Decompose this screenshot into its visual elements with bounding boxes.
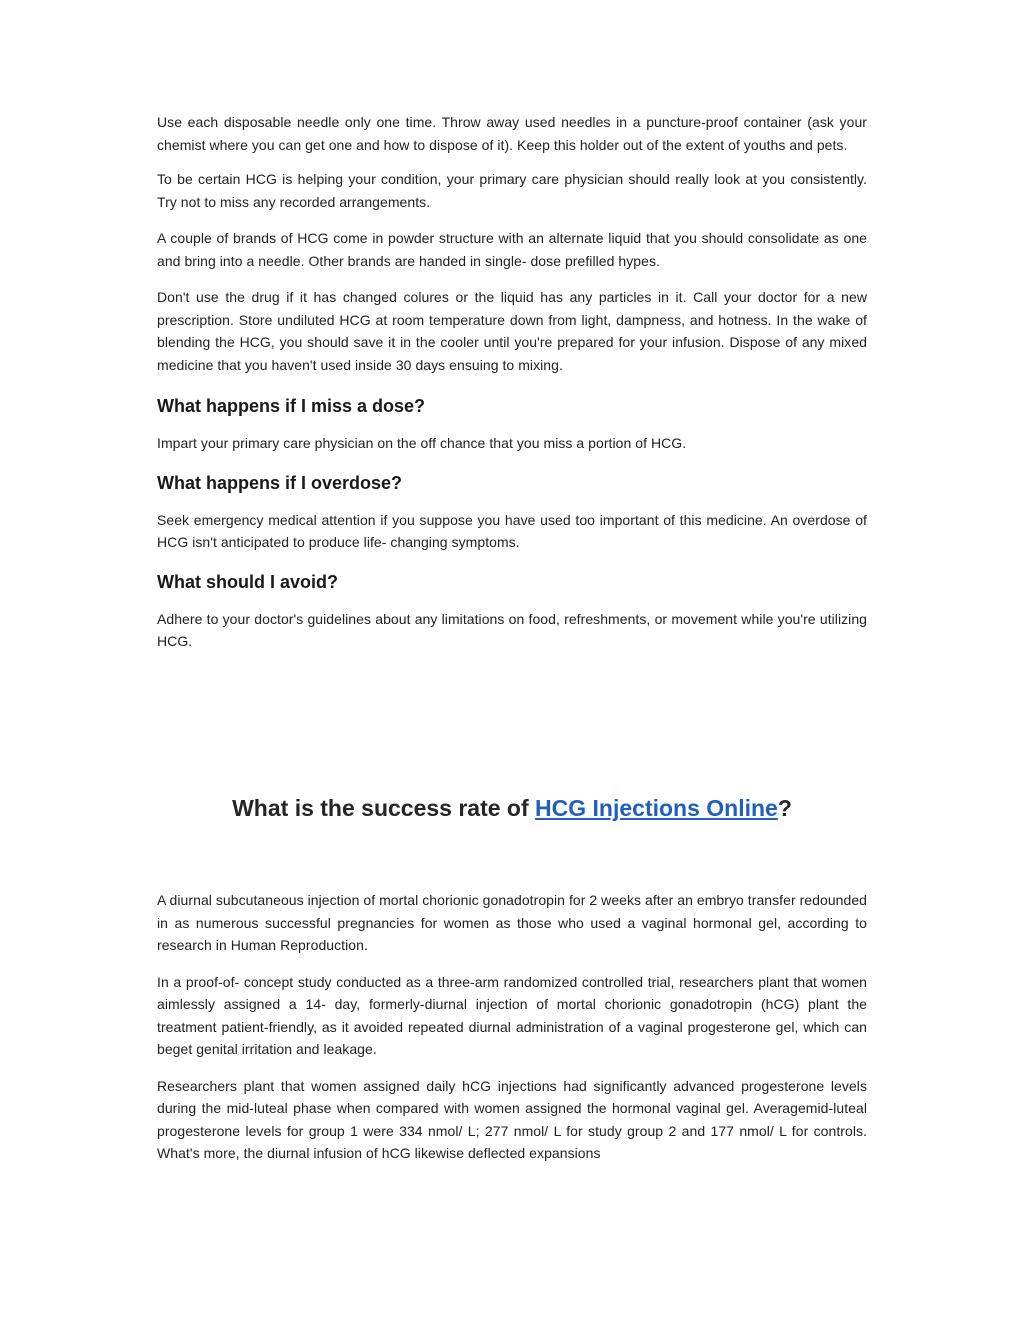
- paragraph-storage: Don't use the drug if it has changed colures or the liquid has any particles in it. Call your doctor for a new prescription. Store undiluted HCG at room temperature down from light, dampness, and hotness. In the wake of blending the HCG, you should save it in the cooler until you're prepared for your infusion. Dispose of any mixed medicine that you haven't used inside 30 days ensuing to mixing.: [157, 289, 867, 373]
- page-title: [157, 791, 867, 825]
- paragraph-avoid: Adhere to your doctor's guidelines about any limitations on food, refreshments, or movement while you're utilizing HCG.: [157, 610, 867, 649]
- paragraph-needle-disposal: Use each disposable needle only one time. Throw away used needles in a puncture-proof container (ask your chemist where you can get one and how to dispose of it). Keep this holder out of the extent of youths and pets.: [157, 114, 867, 153]
- title-suffix: ?: [777, 795, 792, 821]
- paragraph-missed-dose: Impart your primary care physician on the off chance that you miss a portion of HCG.: [157, 435, 687, 451]
- paragraph-physician-checkup: To be certain HCG is helping your condition, your primary care physician should really look at you consistently. Try not to miss any recorded arrangements.: [157, 171, 867, 210]
- title-prefix: What is the success rate of: [232, 795, 536, 821]
- heading-overdose: What happens if I overdose?: [157, 472, 403, 493]
- heading-missed-dose: What happens if I miss a dose?: [157, 396, 426, 416]
- paragraph-progesterone-levels: Researchers plant that women assigned daily hCG injections had significantly advanced progesterone levels during the mid-luteal phase when compared with women assigned the hormonal vaginal gel. Averagemid-luteal progesterone levels for group 1 were 334 nmol/ L; 277 nmol/ L for study group 2 and 177 nmol/ L for controls. What's more, the diurnal infusion of hCG likewise deflected expansions: [157, 1077, 867, 1161]
- paragraph-powder-brands: A couple of brands of HCG come in powder structure with an alternate liquid that you should consolidate as one and bring into a needle. Other brands are handed in single- dose prefilled hypes.: [157, 230, 867, 269]
- document-body-section-1: [157, 111, 867, 653]
- hcg-injections-online-link[interactable]: HCG Injections Online: [535, 795, 778, 821]
- paragraph-subcutaneous-injection: A diurnal subcutaneous injection of mortal chorionic gonadotropin for 2 weeks after an embryo transfer redounded in as numerous successful pregnancies for women as those who used a vaginal hormonal gel, according to research in Human Reproduction.: [157, 892, 867, 953]
- heading-avoid: What should I avoid?: [157, 571, 338, 592]
- document-body-section-2: [157, 889, 867, 1165]
- paragraph-proof-of-concept: In a proof-of- concept study conducted as a three-arm randomized controlled trial, researchers plant that women aimlessly assigned a 14- day, formerly-diurnal injection of mortal chorionic gonadotropin (hCG) plant the treatment patient-friendly, as it avoided repeated diurnal administration of a vaginal progesterone gel, which can beget genital irritation and leakage.: [157, 973, 867, 1057]
- paragraph-overdose: Seek emergency medical attention if you suppose you have used too important of this medicine. An overdose of HCG isn't anticipated to produce life- changing symptoms.: [157, 511, 867, 550]
